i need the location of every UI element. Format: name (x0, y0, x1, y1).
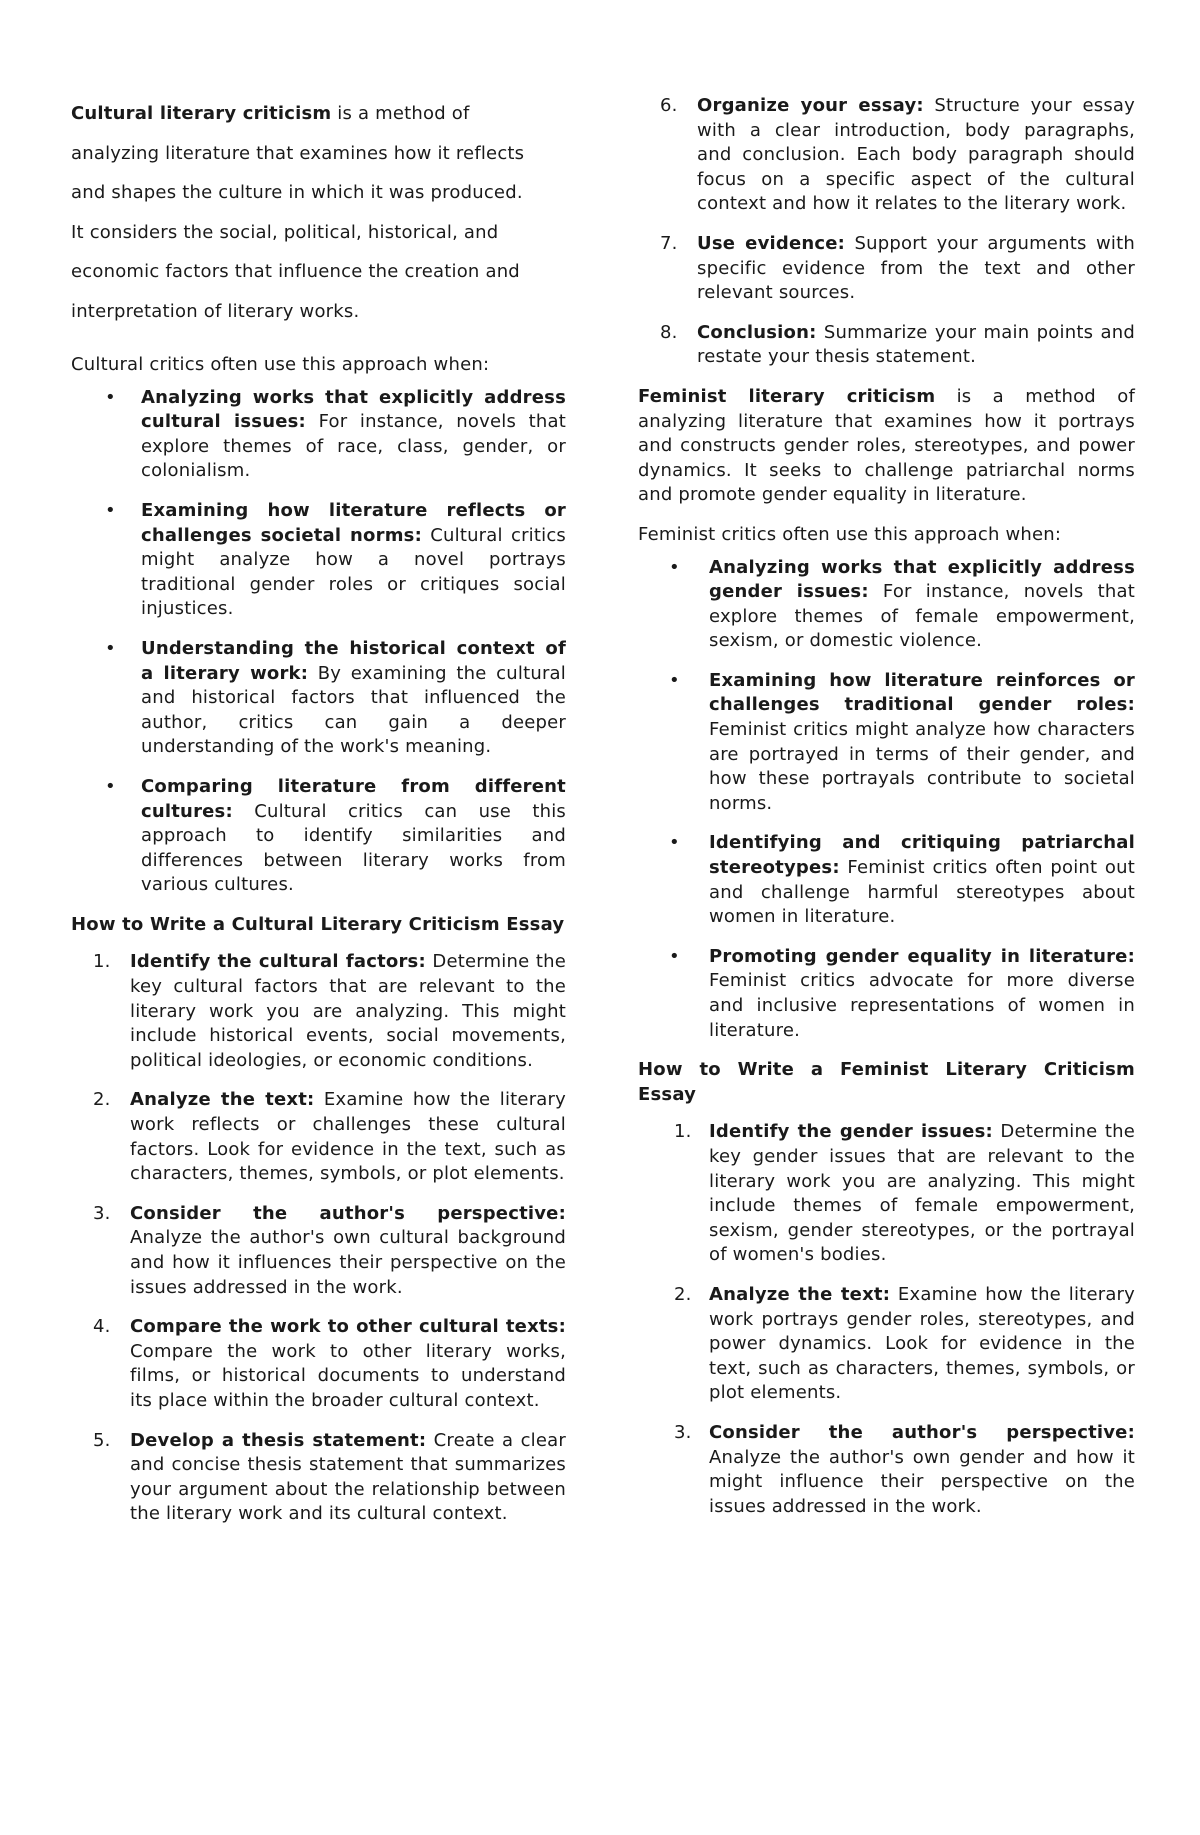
step-title: Consider the author's perspective: (709, 1421, 1135, 1443)
list-item (638, 1120, 1135, 1268)
cultural-uses-list (71, 386, 566, 898)
intro-text: analyzing literature that examines how it reflects (71, 142, 525, 164)
step-number: 5. (93, 1429, 111, 1451)
list-item (71, 1088, 566, 1186)
step-number: 7. (660, 232, 678, 254)
list-item (638, 1421, 1135, 1519)
step-text: Examine how the literary work portrays gender roles, stereotypes, and power dynamics. Look for evidence in the text, such as characters, themes, symbols, or plot elements. (709, 1283, 1135, 1404)
term-cultural-literary-criticism: Cultural literary criticism (71, 103, 332, 124)
intro-text: It considers the social, political, historical, and (71, 221, 499, 243)
cultural-steps-list (71, 950, 566, 1526)
feminist-intro (638, 385, 1135, 508)
list-item (71, 775, 566, 898)
step-title: Use evidence: (697, 232, 846, 254)
step-title: Conclusion: (697, 321, 817, 343)
intro-line (71, 173, 566, 213)
step-text: Analyze the author's own cultural background and how it influences their perspective on the issues addressed in the work. (130, 1227, 566, 1298)
step-title: Analyze the text: (130, 1089, 315, 1111)
list-item (71, 499, 566, 622)
bullet-icon: • (669, 669, 680, 691)
step-text: Support your arguments with specific evidence from the text and other relevant sources. (697, 232, 1135, 304)
item-title: Analyzing works that explicitly address cultural issues: (141, 386, 566, 433)
item-text: Feminist critics might analyze how characters are portrayed in terms of their gender, and how these portrayals contribute to societal norms. (709, 719, 1135, 814)
intro-line (71, 94, 566, 134)
list-item (638, 232, 1135, 306)
intro-text: interpretation of literary works. (71, 300, 360, 322)
list-item (71, 637, 566, 760)
item-text: By examining the cultural and historical factors that influenced the author, critics can gain a deeper understanding of the work's meaning. (141, 662, 566, 758)
step-text: Summarize your main points and restate your thesis statement. (697, 321, 1135, 368)
step-number: 2. (674, 1283, 692, 1305)
step-number: 1. (674, 1121, 692, 1143)
item-text: For instance, novels that explore themes of female empowerment, sexism, or domestic violence. (709, 581, 1135, 652)
step-title: Organize your essay: (697, 95, 924, 116)
list-item (638, 321, 1135, 370)
list-item (638, 831, 1135, 929)
intro-text: and shapes the culture in which it was produced. (71, 182, 523, 203)
list-item (71, 1315, 566, 1413)
intro-line (71, 213, 566, 253)
feminist-uses-list (638, 556, 1135, 1044)
bullet-icon: • (105, 386, 116, 408)
bullet-icon: • (105, 637, 116, 659)
intro-text: economic factors that influence the creation and (71, 261, 520, 282)
bullet-icon: • (105, 499, 116, 521)
cultural-uses-intro: Cultural critics often use this approach when: (71, 354, 490, 375)
bullet-icon: • (669, 945, 680, 967)
list-item (71, 1202, 566, 1300)
list-item (638, 94, 1135, 217)
list-item (71, 950, 566, 1073)
step-title: Compare the work to other cultural texts: (130, 1316, 566, 1338)
step-title: Identify the cultural factors: (130, 951, 426, 973)
list-item (638, 945, 1135, 1043)
bullet-icon: • (669, 832, 680, 854)
item-title: Analyzing works that explicitly address gender issues: (709, 556, 1135, 603)
step-title: Analyze the text: (709, 1283, 891, 1305)
list-item (71, 386, 566, 484)
item-text: Cultural critics might analyze how a novel portrays traditional gender roles or critiques social injustices. (141, 524, 566, 620)
left-column (71, 94, 566, 1542)
item-text: Feminist critics advocate for more diverse and inclusive representations of women in literature. (709, 970, 1135, 1041)
intro-text: is a method of (331, 103, 470, 124)
right-column (638, 94, 1135, 1534)
step-number: 3. (93, 1202, 111, 1224)
step-number: 8. (660, 321, 678, 343)
item-title: Understanding the historical context of a literary work: (141, 637, 566, 684)
item-title: Comparing literature from different cultures: (141, 775, 566, 822)
intro-line (71, 252, 566, 292)
step-number: 2. (93, 1089, 111, 1111)
feminist-steps-list (638, 1120, 1135, 1519)
item-title: Identifying and critiquing patriarchal stereotypes: (709, 832, 1135, 879)
item-title: Promoting gender equality in literature: (709, 945, 1135, 967)
bullet-icon: • (105, 775, 116, 797)
item-title: Examining how literature reflects or challenges societal norms: (141, 499, 566, 546)
step-text: Determine the key gender issues that are relevant to the literary work you are analyzing. This might include themes of female empowerment, sexism, gender stereotypes, or the portrayal of women's bodies. (709, 1121, 1136, 1266)
feminist-howto-heading: How to Write a Feminist Literary Criticism Essay (638, 1059, 1135, 1105)
cultural-howto-heading: How to Write a Cultural Literary Criticism Essay (71, 913, 565, 935)
item-text: Cultural critics can use this approach to identify similarities and differences between literary works from various cultures. (141, 800, 566, 896)
step-title: Identify the gender issues: (709, 1121, 993, 1143)
item-text: Feminist critics often point out and challenge harmful stereotypes about women in literature. (709, 857, 1135, 928)
step-text: Analyze the author's own gender and how it might influence their perspective on the issues addressed in the work. (709, 1446, 1135, 1517)
step-number: 6. (660, 95, 678, 116)
step-text: Compare the work to other literary works, films, or historical documents to understand its place within the broader cultural context. (130, 1340, 566, 1411)
intro-line (71, 134, 566, 174)
step-text: Structure your essay with a clear introduction, body paragraphs, and conclusion. Each body paragraph should focus on a specific aspect of the cultural context and how it relates to the literary work. (697, 95, 1135, 215)
step-title: Develop a thesis statement: (130, 1429, 427, 1451)
step-number: 4. (93, 1316, 111, 1338)
step-number: 1. (93, 951, 111, 973)
item-title: Examining how literature reinforces or challenges traditional gender roles: (709, 669, 1135, 716)
list-item (638, 669, 1135, 817)
list-item (638, 556, 1135, 654)
list-item (71, 1429, 566, 1527)
intro-text: is a method of analyzing literature that examines how it portrays and constructs gender roles, stereotypes, and power dynamics. It seeks to challenge patriarchal norms and promote gender equality in literature. (638, 385, 1135, 506)
term-feminist-literary-criticism: Feminist literary criticism (638, 385, 936, 407)
step-number: 3. (674, 1421, 692, 1443)
step-text: Create a clear and concise thesis statement that summarizes your argument about the relationship between the literary work and its cultural context. (130, 1429, 566, 1525)
bullet-icon: • (669, 556, 680, 578)
list-item (638, 1283, 1135, 1406)
step-title: Consider the author's perspective: (130, 1202, 566, 1224)
item-text: For instance, novels that explore themes of race, class, gender, or colonialism. (141, 411, 566, 482)
cultural-steps-list-continued (638, 94, 1135, 370)
intro-line (71, 292, 566, 332)
feminist-uses-intro: Feminist critics often use this approach when: (638, 523, 1062, 545)
step-text: Determine the key cultural factors that are relevant to the literary work you are analyzing. This might include historical events, social movements, political ideologies, or economic conditions. (130, 951, 567, 1071)
step-text: Examine how the literary work reflects or challenges these cultural factors. Look for evidence in the text, such as characters, themes, symbols, or plot elements. (130, 1089, 566, 1185)
cultural-intro (71, 94, 566, 331)
